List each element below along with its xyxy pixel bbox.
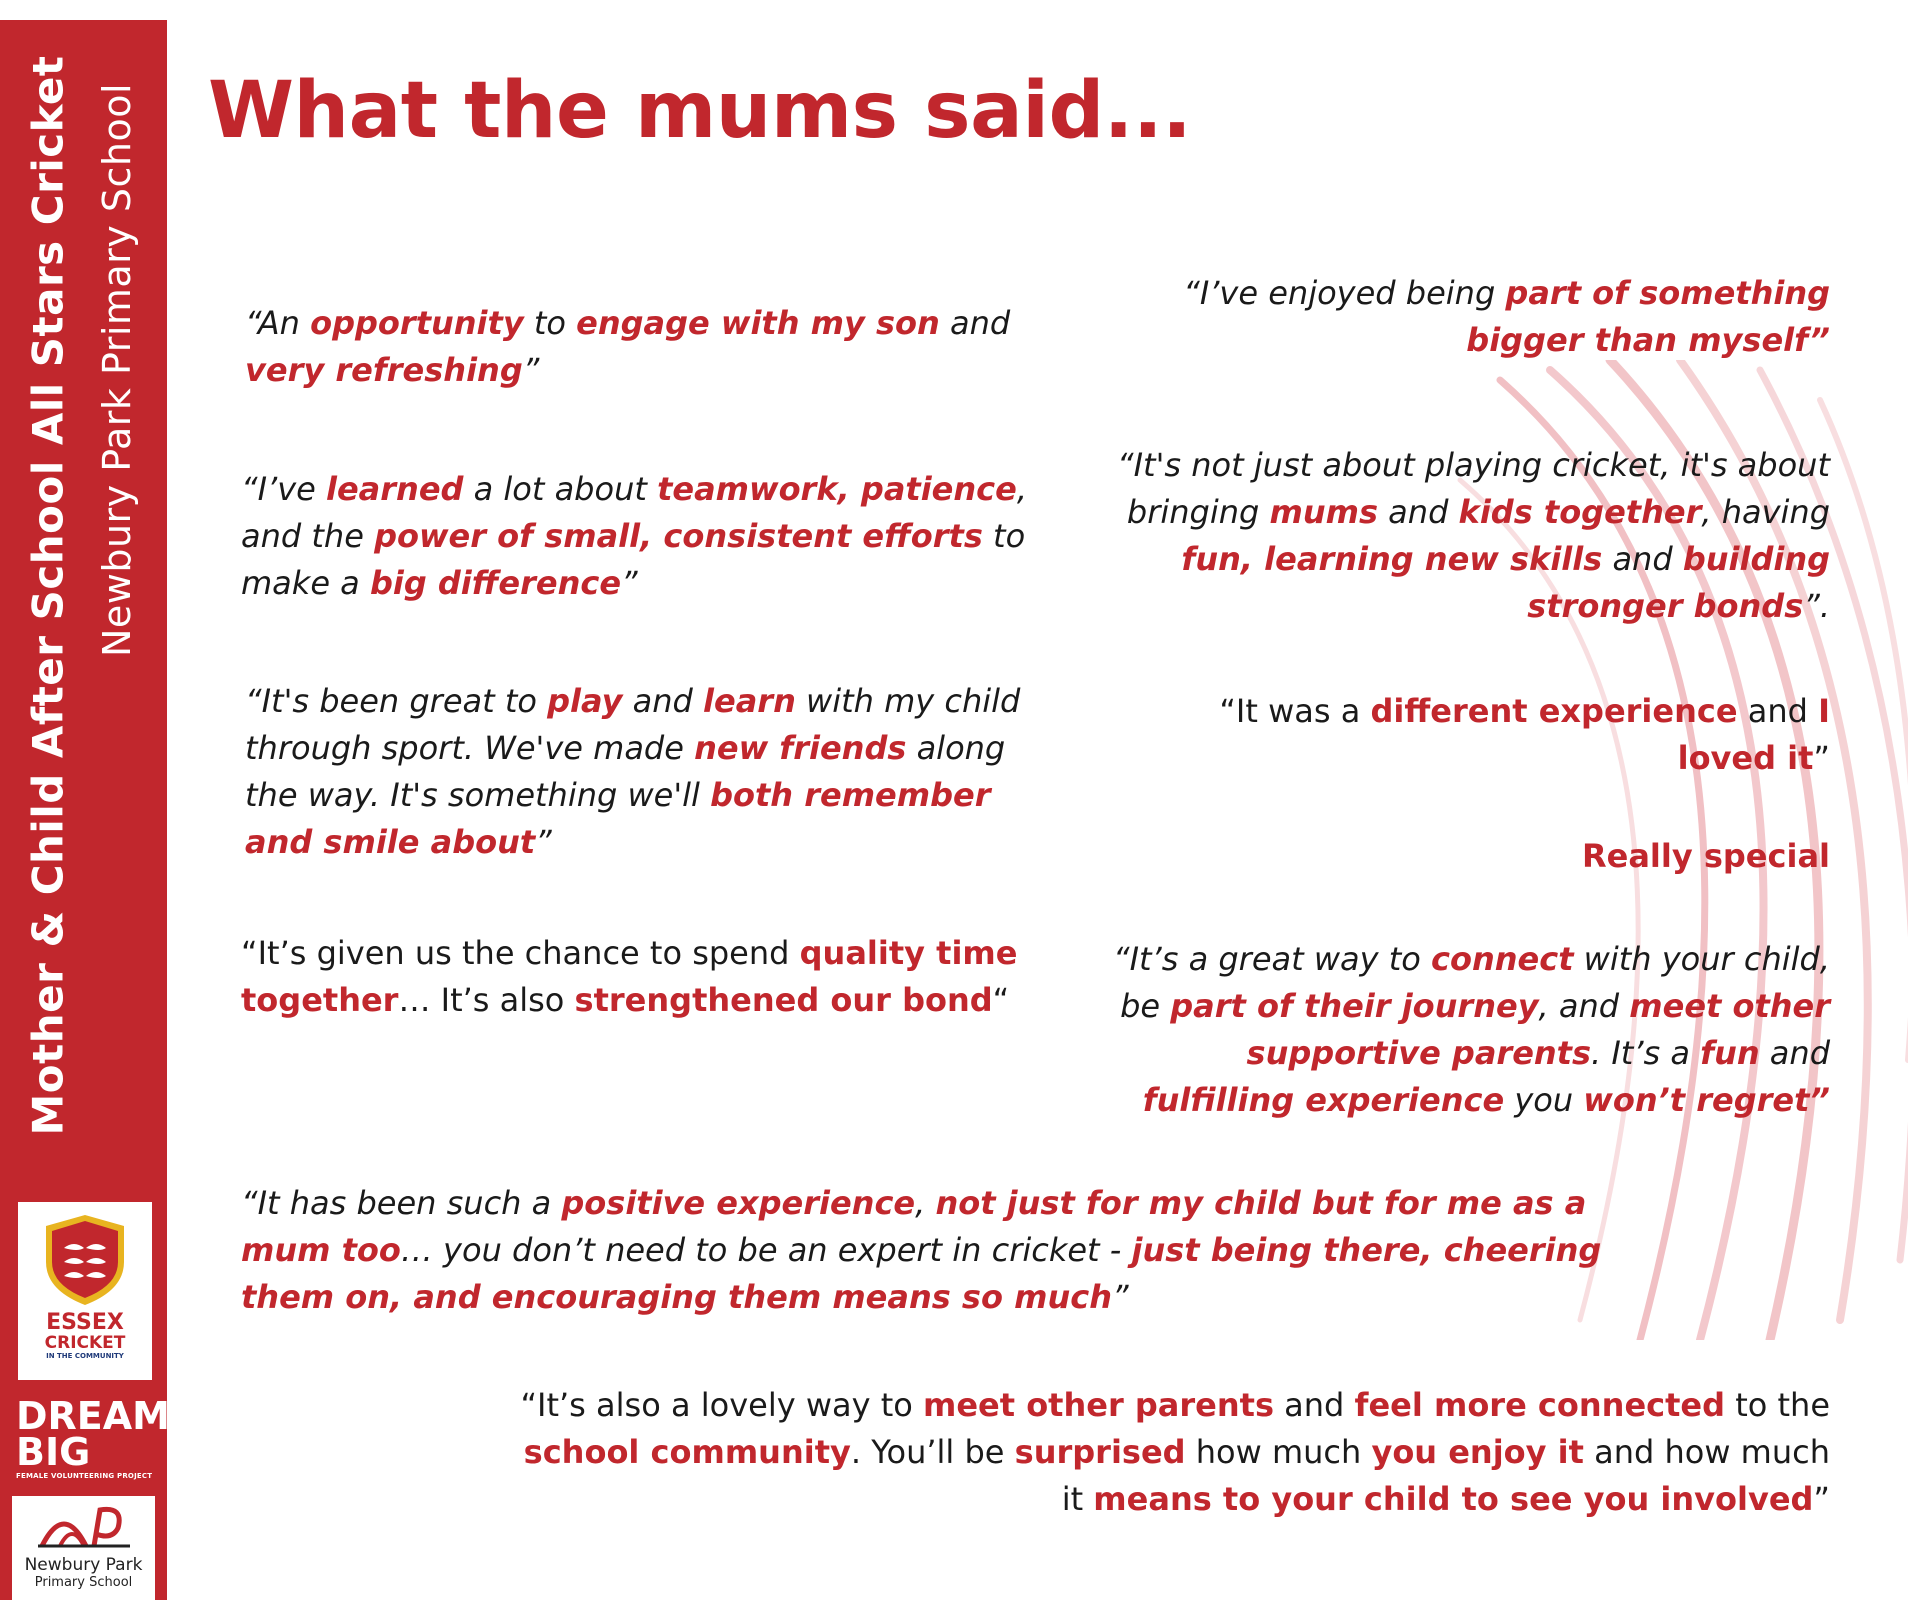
quote-text: “It’s also a lovely way to (520, 1386, 923, 1424)
sidebar-title-wrap (10, 20, 85, 1170)
sidebar-title: Mother & Child After School All Stars Cricket (23, 55, 72, 1135)
highlight-text: big difference (369, 564, 622, 602)
quote-9 (1100, 936, 1830, 1124)
highlight-text: building stronger bonds (1527, 540, 1830, 625)
quote-text: and (939, 304, 1011, 342)
highlight-text: fulfilling experience (1142, 1081, 1505, 1119)
quote-text: , (915, 1184, 936, 1222)
highlight-text: strengthened our bond (574, 981, 993, 1019)
newbury-park-logo (12, 1496, 155, 1606)
highlight-text: I loved it (1677, 692, 1830, 777)
highlight-text: not just for my child but for me as a mum too (241, 1184, 1587, 1269)
essex-cricket-logo (18, 1202, 152, 1380)
highlight-text: kids together (1458, 493, 1702, 531)
highlight-text: play (547, 682, 623, 720)
quote-text: , having (1701, 493, 1830, 531)
highlight-text: mums (1269, 493, 1378, 531)
quote-text: ” (621, 564, 638, 602)
highlight-text: engage with my son (576, 304, 940, 342)
highlight-text: just being there, cheering them on, and encouraging them means so much (241, 1231, 1602, 1316)
quote-2 (241, 466, 1061, 607)
essex-logo-name: ESSEX (46, 1310, 124, 1335)
essex-shield-icon (42, 1212, 128, 1308)
highlight-text: means to your child to see you involved (1093, 1480, 1814, 1518)
highlight-text: surprised (1014, 1433, 1186, 1471)
highlight-text: meet other supportive parents (1246, 987, 1830, 1072)
quote-10 (241, 1180, 1651, 1321)
highlight-text: power of small, consistent efforts (374, 517, 983, 555)
dream-big-line1: DREAM (16, 1394, 170, 1438)
quote-text: … you don’t need to be an expert in cricket - (400, 1231, 1132, 1269)
sidebar-banner (0, 20, 170, 1600)
quote-6 (1090, 442, 1830, 630)
quote-text: “ (992, 981, 1010, 1019)
quote-text: “It’s a great way to (1112, 940, 1432, 978)
highlight-text: you enjoy it (1371, 1433, 1584, 1471)
quote-text: “It was a (1219, 692, 1371, 730)
quote-text: and (1737, 692, 1819, 730)
highlight-text: connect (1431, 940, 1574, 978)
quote-text: . You’ll be (850, 1433, 1015, 1471)
dream-big-tagline: FEMALE VOLUNTEERING PROJECT (16, 1472, 153, 1480)
quote-4 (241, 930, 1021, 1024)
quote-3 (245, 678, 1065, 866)
highlight-text: new friends (694, 729, 907, 767)
quote-text: ” (1813, 739, 1830, 777)
quote-text: … It’s also (398, 981, 575, 1019)
newbury-arch-icon (34, 1496, 134, 1554)
highlight-text: won’t regret” (1583, 1081, 1830, 1119)
quote-text: “It's been great to (245, 682, 548, 720)
quote-text: to make a (241, 517, 1026, 602)
quote-text: “I’ve (241, 470, 326, 508)
quote-text: “It has been such a (241, 1184, 562, 1222)
quote-text: , and (1538, 987, 1630, 1025)
essex-logo-community: IN THE COMMUNITY (46, 1352, 124, 1360)
quote-text: you (1504, 1081, 1584, 1119)
quote-1 (245, 300, 1015, 394)
quote-text: and how much it (1061, 1433, 1830, 1518)
highlight-text: teamwork, patience (657, 470, 1017, 508)
quote-8 (1390, 833, 1830, 880)
quote-text: ” (535, 823, 552, 861)
highlight-text: positive experience (561, 1184, 916, 1222)
highlight-text: quality time together (241, 934, 1018, 1019)
highlight-text: school community (523, 1433, 851, 1471)
newbury-logo-name: Newbury Park (24, 1555, 143, 1575)
quote-text: ”. (1803, 587, 1830, 625)
highlight-text: very refreshing (245, 351, 523, 389)
essex-logo-cricket: CRICKET (44, 1333, 126, 1353)
quote-text: to (523, 304, 577, 342)
quote-7 (1190, 688, 1830, 782)
quote-text: a lot about (463, 470, 658, 508)
quote-text: how much (1185, 1433, 1372, 1471)
quote-text: and (1602, 540, 1683, 578)
quote-text: along the way. It's something we'll (245, 729, 1006, 814)
quote-text: and (1378, 493, 1459, 531)
highlight-text: both remember and smile about (245, 776, 991, 861)
quote-text: ” (522, 351, 540, 389)
highlight-text: meet other parents (923, 1386, 1274, 1424)
quote-text: “It’s given us the chance to spend (241, 934, 800, 972)
highlight-text: opportunity (310, 304, 524, 342)
highlight-text: learned (325, 470, 464, 508)
quote-text: and (1759, 1034, 1830, 1072)
highlight-text: learn (703, 682, 796, 720)
dream-big-logo (16, 1394, 170, 1480)
quote-text: , and the (241, 470, 1027, 555)
quote-text: with my child through sport. We've made (245, 682, 1021, 767)
highlight-text: part of their journey (1170, 987, 1539, 1025)
quote-text: “An (245, 304, 311, 342)
quote-text: and (622, 682, 704, 720)
highlight-text: fun, learning new skills (1181, 540, 1603, 578)
highlight-text: different experience (1370, 692, 1738, 730)
highlight-text: Really special (1581, 837, 1830, 875)
highlight-text: fun (1700, 1034, 1760, 1072)
page-title: What the mums said... (208, 66, 1192, 156)
quote-text: ” (1813, 1480, 1830, 1518)
quote-text: with your child, be (1120, 940, 1830, 1025)
quote-text: “I’ve enjoyed being (1183, 274, 1506, 312)
sidebar-subtitle: Newbury Park Primary School (95, 82, 139, 658)
sidebar-subtitle-wrap (82, 20, 152, 720)
highlight-text: part of something bigger than myself” (1466, 274, 1830, 359)
quote-5 (1140, 270, 1830, 364)
quote-text: “It's not just about playing cricket, it's about bringing (1117, 446, 1830, 531)
quote-text: and (1273, 1386, 1355, 1424)
dream-big-line2: BIG (16, 1430, 91, 1474)
quote-11 (520, 1382, 1830, 1523)
newbury-logo-school: Primary School (34, 1575, 133, 1590)
quote-text: to the (1725, 1386, 1830, 1424)
quote-text: . It’s a (1591, 1034, 1701, 1072)
highlight-text: feel more connected (1354, 1386, 1726, 1424)
quote-text: ” (1111, 1278, 1129, 1316)
